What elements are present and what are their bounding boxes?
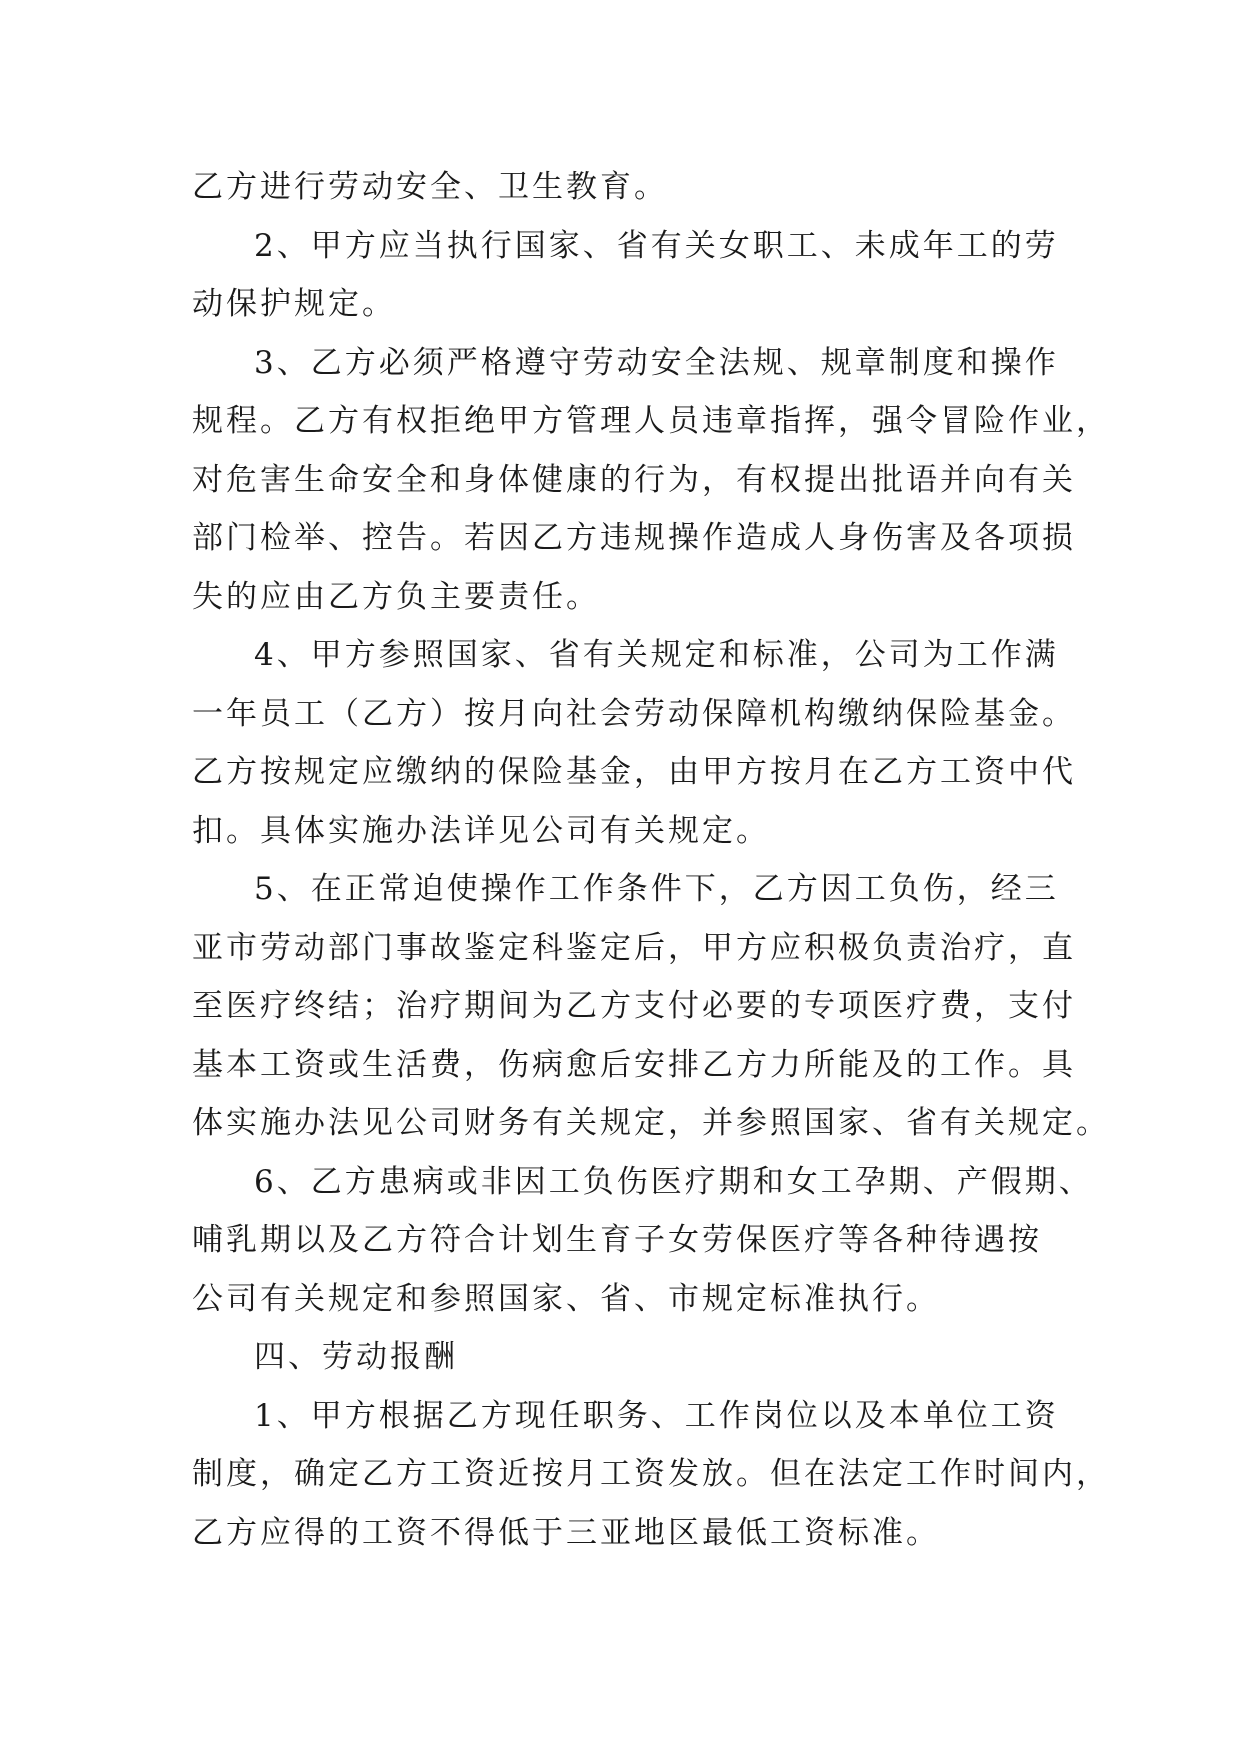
text-line: 1、甲方根据乙方现任职务、工作岗位以及本单位工资 (254, 1397, 1059, 1434)
text-line: 乙方按规定应缴纳的保险基金，由甲方按月在乙方工资中代 (192, 754, 1076, 790)
text-line: 制度，确定乙方工资近按月工资发放。但在法定工作时间内， (192, 1456, 1110, 1492)
text-line: 动保护规定。 (192, 286, 396, 322)
text-line: 至医疗终结；治疗期间为乙方支付必要的专项医疗费，支付 (192, 988, 1076, 1024)
text-line: 体实施办法见公司财务有关规定，并参照国家、省有关规定。 (192, 1105, 1110, 1141)
text-line: 4、甲方参照国家、省有关规定和标准，公司为工作满 (254, 637, 1059, 673)
text-line: 乙方应得的工资不得低于三亚地区最低工资标准。 (192, 1514, 940, 1551)
text-line: 亚市劳动部门事故鉴定科鉴定后，甲方应积极负责治疗，直 (192, 929, 1076, 966)
text-line: 乙方进行劳动安全、卫生教育。 (192, 169, 668, 205)
text-line: 2、甲方应当执行国家、省有关女职工、未成年工的劳 (254, 227, 1059, 264)
text-line: 哺乳期以及乙方符合计划生育子女劳保医疗等各种待遇按 (192, 1222, 1042, 1258)
text-line: 部门检举、控告。若因乙方违规操作造成人身伤害及各项损 (192, 520, 1076, 556)
section-heading: 四、劳动报酬 (254, 1339, 458, 1375)
text-line: 3、乙方必须严格遵守劳动安全法规、规章制度和操作 (254, 344, 1059, 381)
text-line: 一年员工（乙方）按月向社会劳动保障机构缴纳保险基金。 (192, 695, 1076, 732)
text-line: 6、乙方患病或非因工负伤医疗期和女工孕期、产假期、 (254, 1163, 1093, 1200)
text-line: 扣。具体实施办法详见公司有关规定。 (192, 812, 770, 849)
text-line: 对危害生命安全和身体健康的行为，有权提出批语并向有关 (192, 461, 1076, 498)
text-line: 规程。乙方有权拒绝甲方管理人员违章指挥，强令冒险作业， (192, 403, 1110, 439)
text-line: 5、在正常迫使操作工作条件下，乙方因工负伤，经三 (254, 871, 1059, 907)
text-line: 公司有关规定和参照国家、省、市规定标准执行。 (192, 1280, 940, 1317)
text-line: 失的应由乙方负主要责任。 (192, 578, 600, 615)
text-line: 基本工资或生活费，伤病愈后安排乙方力所能及的工作。具 (192, 1046, 1076, 1083)
document-body (192, 158, 1110, 1562)
